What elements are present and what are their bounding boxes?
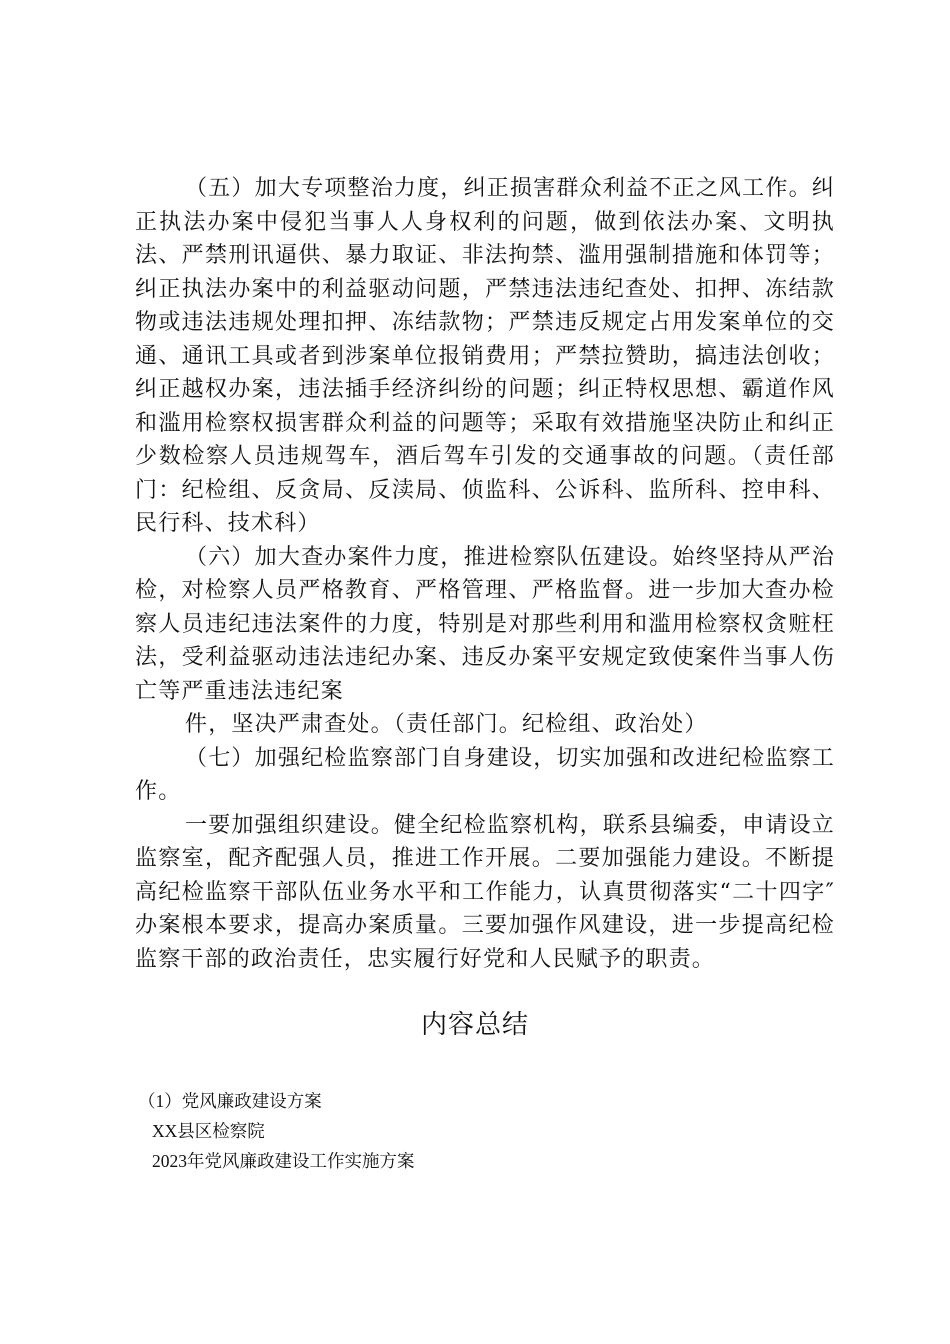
paragraph-case-handling-continued: 件，坚决严肃查处。（责任部门。纪检组、政治处） bbox=[185, 712, 708, 737]
paragraph-organization-building: 一要加强组织建设。健全纪检监察机构，联系县编委，申请设立监察室，配齐配强人员，推进工作开展。二要加强能力建设。不断提高纪检监察干部队伍业务水平和工作能力，认真贯彻落实“二十四字″办案根本要求，提高办案质量。三要加强作风建设，进一步提高纪检监察干部的政治责任，忠实履行好党和人民赋予的职责。 bbox=[135, 812, 835, 972]
paragraph-special-rectification: （五）加大专项整治力度，纠正损害群众利益不正之风工作。纠正执法办案中侵犯当事人人身权利的问题，做到依法办案、文明执法、严禁刑讯逼供、暴力取证、非法拘禁、滥用强制措施和体罚等；纠正执法办案中的利益驱动问题，严禁违法违纪查处、扣押、冻结款物或违法违规处理扣押、冻结款物；严禁违反规定占用发案单位的交通、通讯工具或者到涉案单位报销费用；严禁拉赞助，搞违法创收；纠正越权办案，违法插手经济纠纷的问题；纠正特权思想、霸道作风和滥用检察权损害群众利益的问题等；采取有效措施坚决防止和纠正少数检察人员违规驾车，酒后驾车引发的交通事故的问题。（责任部门：纪检组、反贪局、反渎局、侦监科、公诉科、监所科、控申科、民行科、技术科） bbox=[135, 176, 835, 536]
summary-line-institution: XX县区检察院 bbox=[152, 1121, 265, 1141]
paragraph-self-construction: （七）加强纪检监察部门自身建设，切实加强和改进纪检监察工作。 bbox=[135, 745, 835, 804]
paragraph-case-handling: （六）加大查办案件力度，推进检察队伍建设。始终坚持从严治检，对检察人员严格教育、严格管理、严格监督。进一步加大查办检察人员违纪违法案件的力度，特别是对那些利用和滥用检察权贪赃枉法，受利益驱动违法违纪办案、违反办案平安规定致使案件当事人伤亡等严重违法违纪案 bbox=[135, 544, 835, 704]
summary-line-plan: （1）党风廉政建设方案 bbox=[138, 1091, 322, 1111]
summary-line-implementation-plan: 2023年党风廉政建设工作实施方案 bbox=[152, 1151, 415, 1171]
document-body bbox=[135, 172, 835, 976]
summary-list bbox=[138, 1086, 838, 1176]
summary-title: 内容总结 bbox=[420, 1010, 529, 1040]
